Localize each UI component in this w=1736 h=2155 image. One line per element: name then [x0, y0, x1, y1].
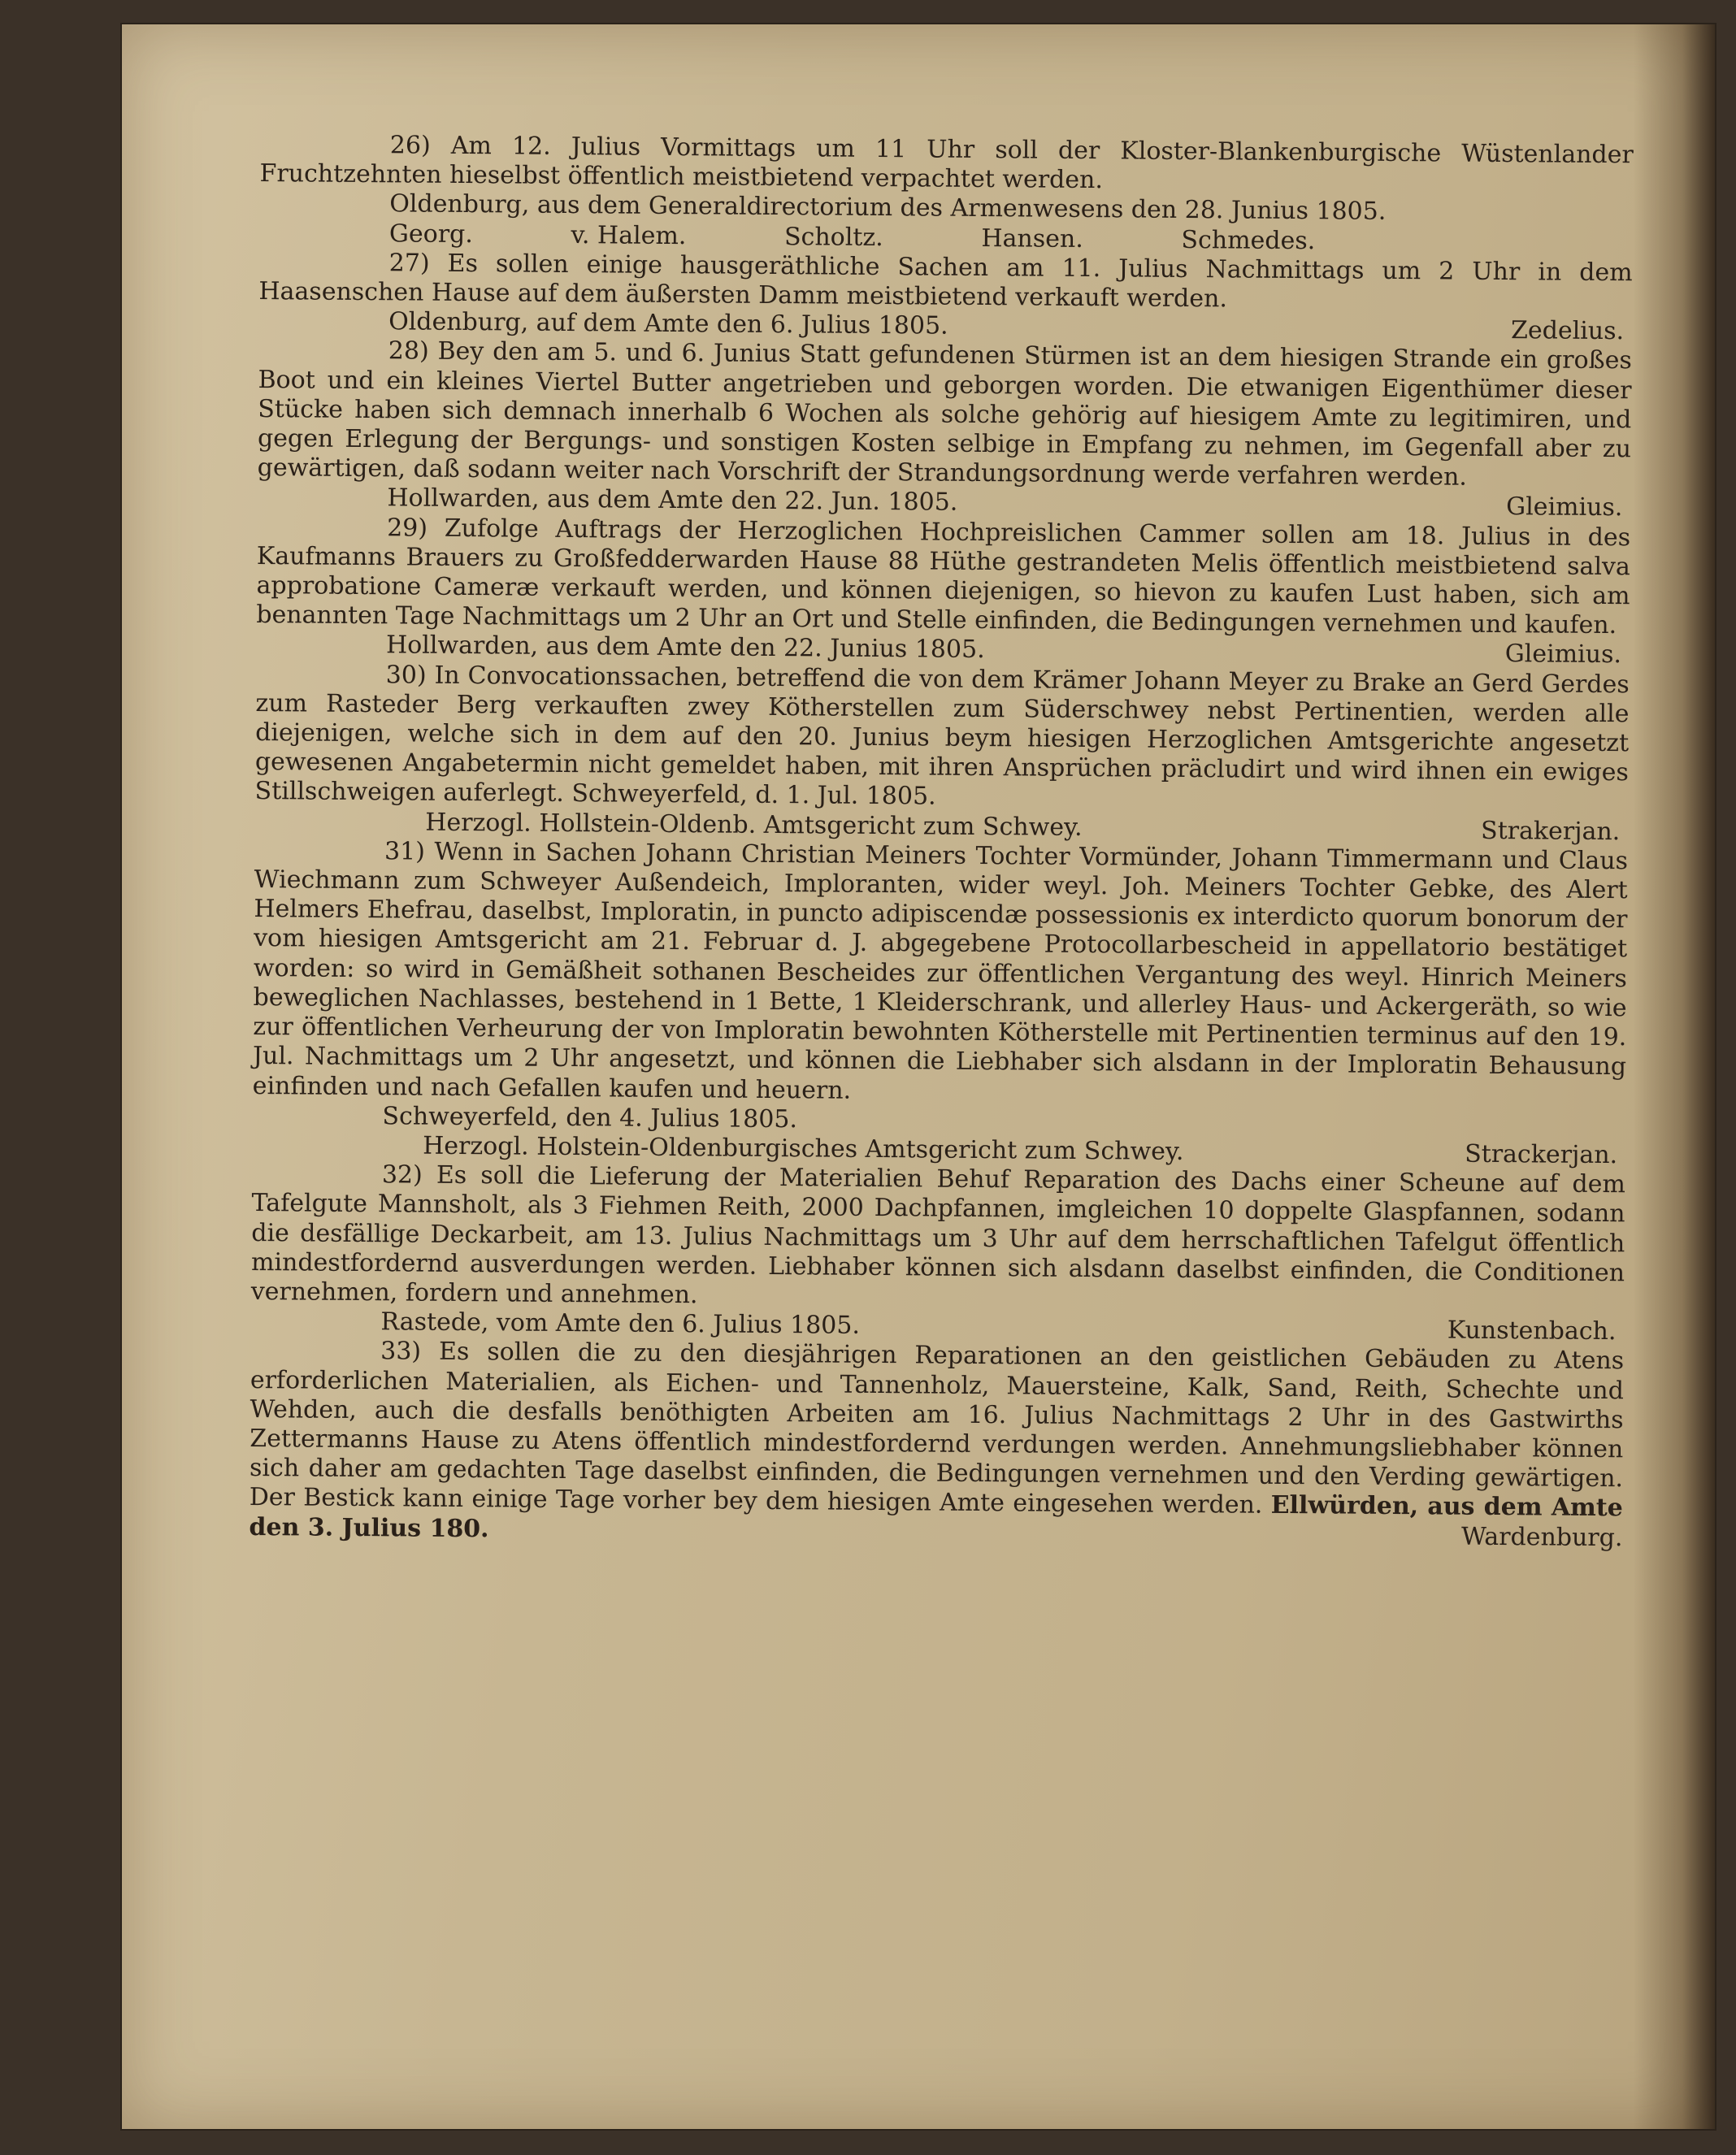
signer: Strakerjan. — [1480, 816, 1621, 846]
signatory: Georg. — [388, 219, 474, 249]
notice-33-signer: Wardenburg. — [1460, 1522, 1623, 1552]
notice-30: 30) In Convocationssachen, betreffend die von dem Krämer Johann Meyer zu Brake an Gerd Gerdes zum Rasteder Berg verkauften zwey Kötherstellen zum Süderschwey nebst Pertinentien, werden alle diejenigen, welche sich in dem auf den 20. Junius beym hiesigen Herzoglichen Amtsgerichte angesetzt gewesenen Angabetermin nicht gemeldet haben, mit ihren Ansprüchen präcludirt und wird ihnen ein ewiges Stillschweigen auferlegt. Schweyerfeld, d. 1. Jul. 1805. — [254, 660, 1630, 812]
notice-26: 26) Am 12. Julius Vormittags um 11 Uhr soll der Kloster-Blankenburgische Wüstenlander Fruchtzehnten hieselbst öffentlich meistbietend verpachtet werden. — [259, 131, 1634, 195]
signer: Gleimius. — [1504, 640, 1622, 670]
notice-33-body: 33) Es sollen die zu den diesjährigen Reparationen an den geistlichen Gebäuden zu Atens erforderlichen Materialien, als Eichen- und Tannenholz, Mauersteine, Kalk, Sand, Reith, Schechte und Wehden, auch die desfalls benöthigten Arbeiten am 16. Julius Nachmittags 2 Uhr in des Gastwirths Zettermanns Hause zu Atens öffentlich mindestfordernd verdungen werden. Annehmungsliebhaber können sich daher am gedachten Tage daselbst einfinden, die Bedingungen vernehmen und den Verding gewärtigen. Der Bestick kann einige Tage vorher bey dem hiesigen Amte eingesehen werden. — [249, 1337, 1625, 1520]
notice-32: 32) Es soll die Lieferung der Materialien Behuf Reparation des Dachs einer Scheune auf dem Tafelgute Mannsholt, als 3 Fiehmen Reith, 2000 Dachpfannen, imgleichen 10 doppelte Glaspfannen, sodann die desfällige Deckarbeit, am 13. Julius Nachmittags um 3 Uhr auf dem herrschaftlichen Tafelgut öffentlich mindestfordernd ausverdungen werden. Liebhaber können sich alsdann daselbst einfinden, die Conditionen vernehmen, fordern und annehmen. — [250, 1160, 1625, 1310]
notice-29: 29) Zufolge Auftrags der Herzoglichen Hochpreislichen Cammer sollen am 18. Julius in des Kaufmanns Brauers zu Großfedderwarden Hause 88 Hüthe gestrandeten Melis öffentlich meistbietend salva approbatione Cameræ verkauft werden, und können diejenigen, so hievon zu kaufen Lust haben, sich am benannten Tage Nachmittags um 2 Uhr an Ort und Stelle einfinden, die Bedingungen vernehmen und kaufen. — [256, 513, 1631, 640]
binding-shadow — [1634, 24, 1715, 2129]
signer: Gleimius. — [1506, 492, 1623, 522]
notice-27: 27) Es sollen einige hausgeräthliche Sachen am 11. Julius Nachmittags um 2 Uhr in dem Haasenschen Hause auf dem äußersten Damm meistbietend verkauft werden. — [258, 249, 1633, 314]
place-date: Hollwarden, aus dem Amte den 22. Jun. 1805. — [387, 483, 958, 518]
notice-28: 28) Bey den am 5. und 6. Junius Statt gefundenen Stürmen ist an dem hiesigen Strande ein großes Boot und ein kleines Viertel Butter angetrieben und geborgen worden. Die etwanigen Eigenthümer dieser Stücke haben sich demnach innerhalb 6 Wochen als solche gehörig auf hiesigem Amte zu legitimiren, und gegen Erlegung der Bergungs- und sonstigen Kosten selbige in Empfang zu nehmen, im Gegenfall aber zu gewärtigen, daß sodann weiter nach Vorschrift der Strandungsordnung werde verfahren werden. — [257, 336, 1632, 492]
court-name: Herzogl. Hollstein-Oldenb. Amtsgericht zum Schwey. — [425, 808, 1083, 842]
signatory: Scholtz. — [783, 222, 883, 252]
notice-33-place: Ellwürden, aus dem Amte den 3. Julius 180. — [249, 1491, 1623, 1543]
signer: Strackerjan. — [1465, 1139, 1618, 1170]
place-date: Rastede, vom Amte den 6. Julius 1805. — [380, 1307, 861, 1340]
signatory: Hansen. — [981, 223, 1083, 254]
notice-31-place: Schweyerfeld, den 4. Julius 1805. — [382, 1101, 798, 1134]
document-page — [122, 24, 1715, 2129]
signatory: v. Halem. — [571, 220, 687, 250]
place-date: Hollwarden, aus dem Amte den 22. Junius 1805. — [385, 631, 985, 665]
notice-33 — [249, 1336, 1624, 1553]
place-date: Oldenburg, auf dem Amte den 6. Julius 1805. — [388, 307, 948, 340]
signer: Kunstenbach. — [1447, 1316, 1617, 1346]
court-name: Herzogl. Holstein-Oldenburgisches Amtsgericht zum Schwey. — [423, 1131, 1184, 1166]
signer: Zedelius. — [1510, 316, 1625, 346]
signatory: Schmedes. — [1181, 225, 1316, 255]
notice-26-place: Oldenburg, aus dem Generaldirectorium des Armenwesens den 28. Junius 1805. — [389, 189, 1387, 227]
notice-31: 31) Wenn in Sachen Johann Christian Meiners Tochter Vormünder, Johann Timmermann und Claus Wiechmann zum Schweyer Außendeich, Imploranten, wider weyl. Joh. Meiners Tochter Gebke, des Alert Helmers Ehefrau, daselbst, Imploratin, in puncto adipiscendæ possessionis ex interdicto quorum bonorum der vom hiesigen Amtsgericht am 21. Februar d. J. abgegebene Protocollarbescheid in appellatorio bestätiget worden: so wird in Gemäßheit sothanen Bescheides zur öffentlichen Vergantung des weyl. Hinrich Meiners beweglichen Nachlasses, bestehend in 1 Bette, 1 Kleiderschrank, und allerley Haus- und Ackergeräth, so wie zur öffentlichen Verheurung der von Imploratin bewohnten Kötherstelle mit Pertinentien terminus auf den 19. Jul. Nachmittags um 2 Uhr angesetzt, und können die Liebhaber sich alsdann in der Imploratin Behausung einfinden und nach Gefallen kaufen und heuern. — [252, 837, 1629, 1105]
document-text — [249, 130, 1634, 1553]
